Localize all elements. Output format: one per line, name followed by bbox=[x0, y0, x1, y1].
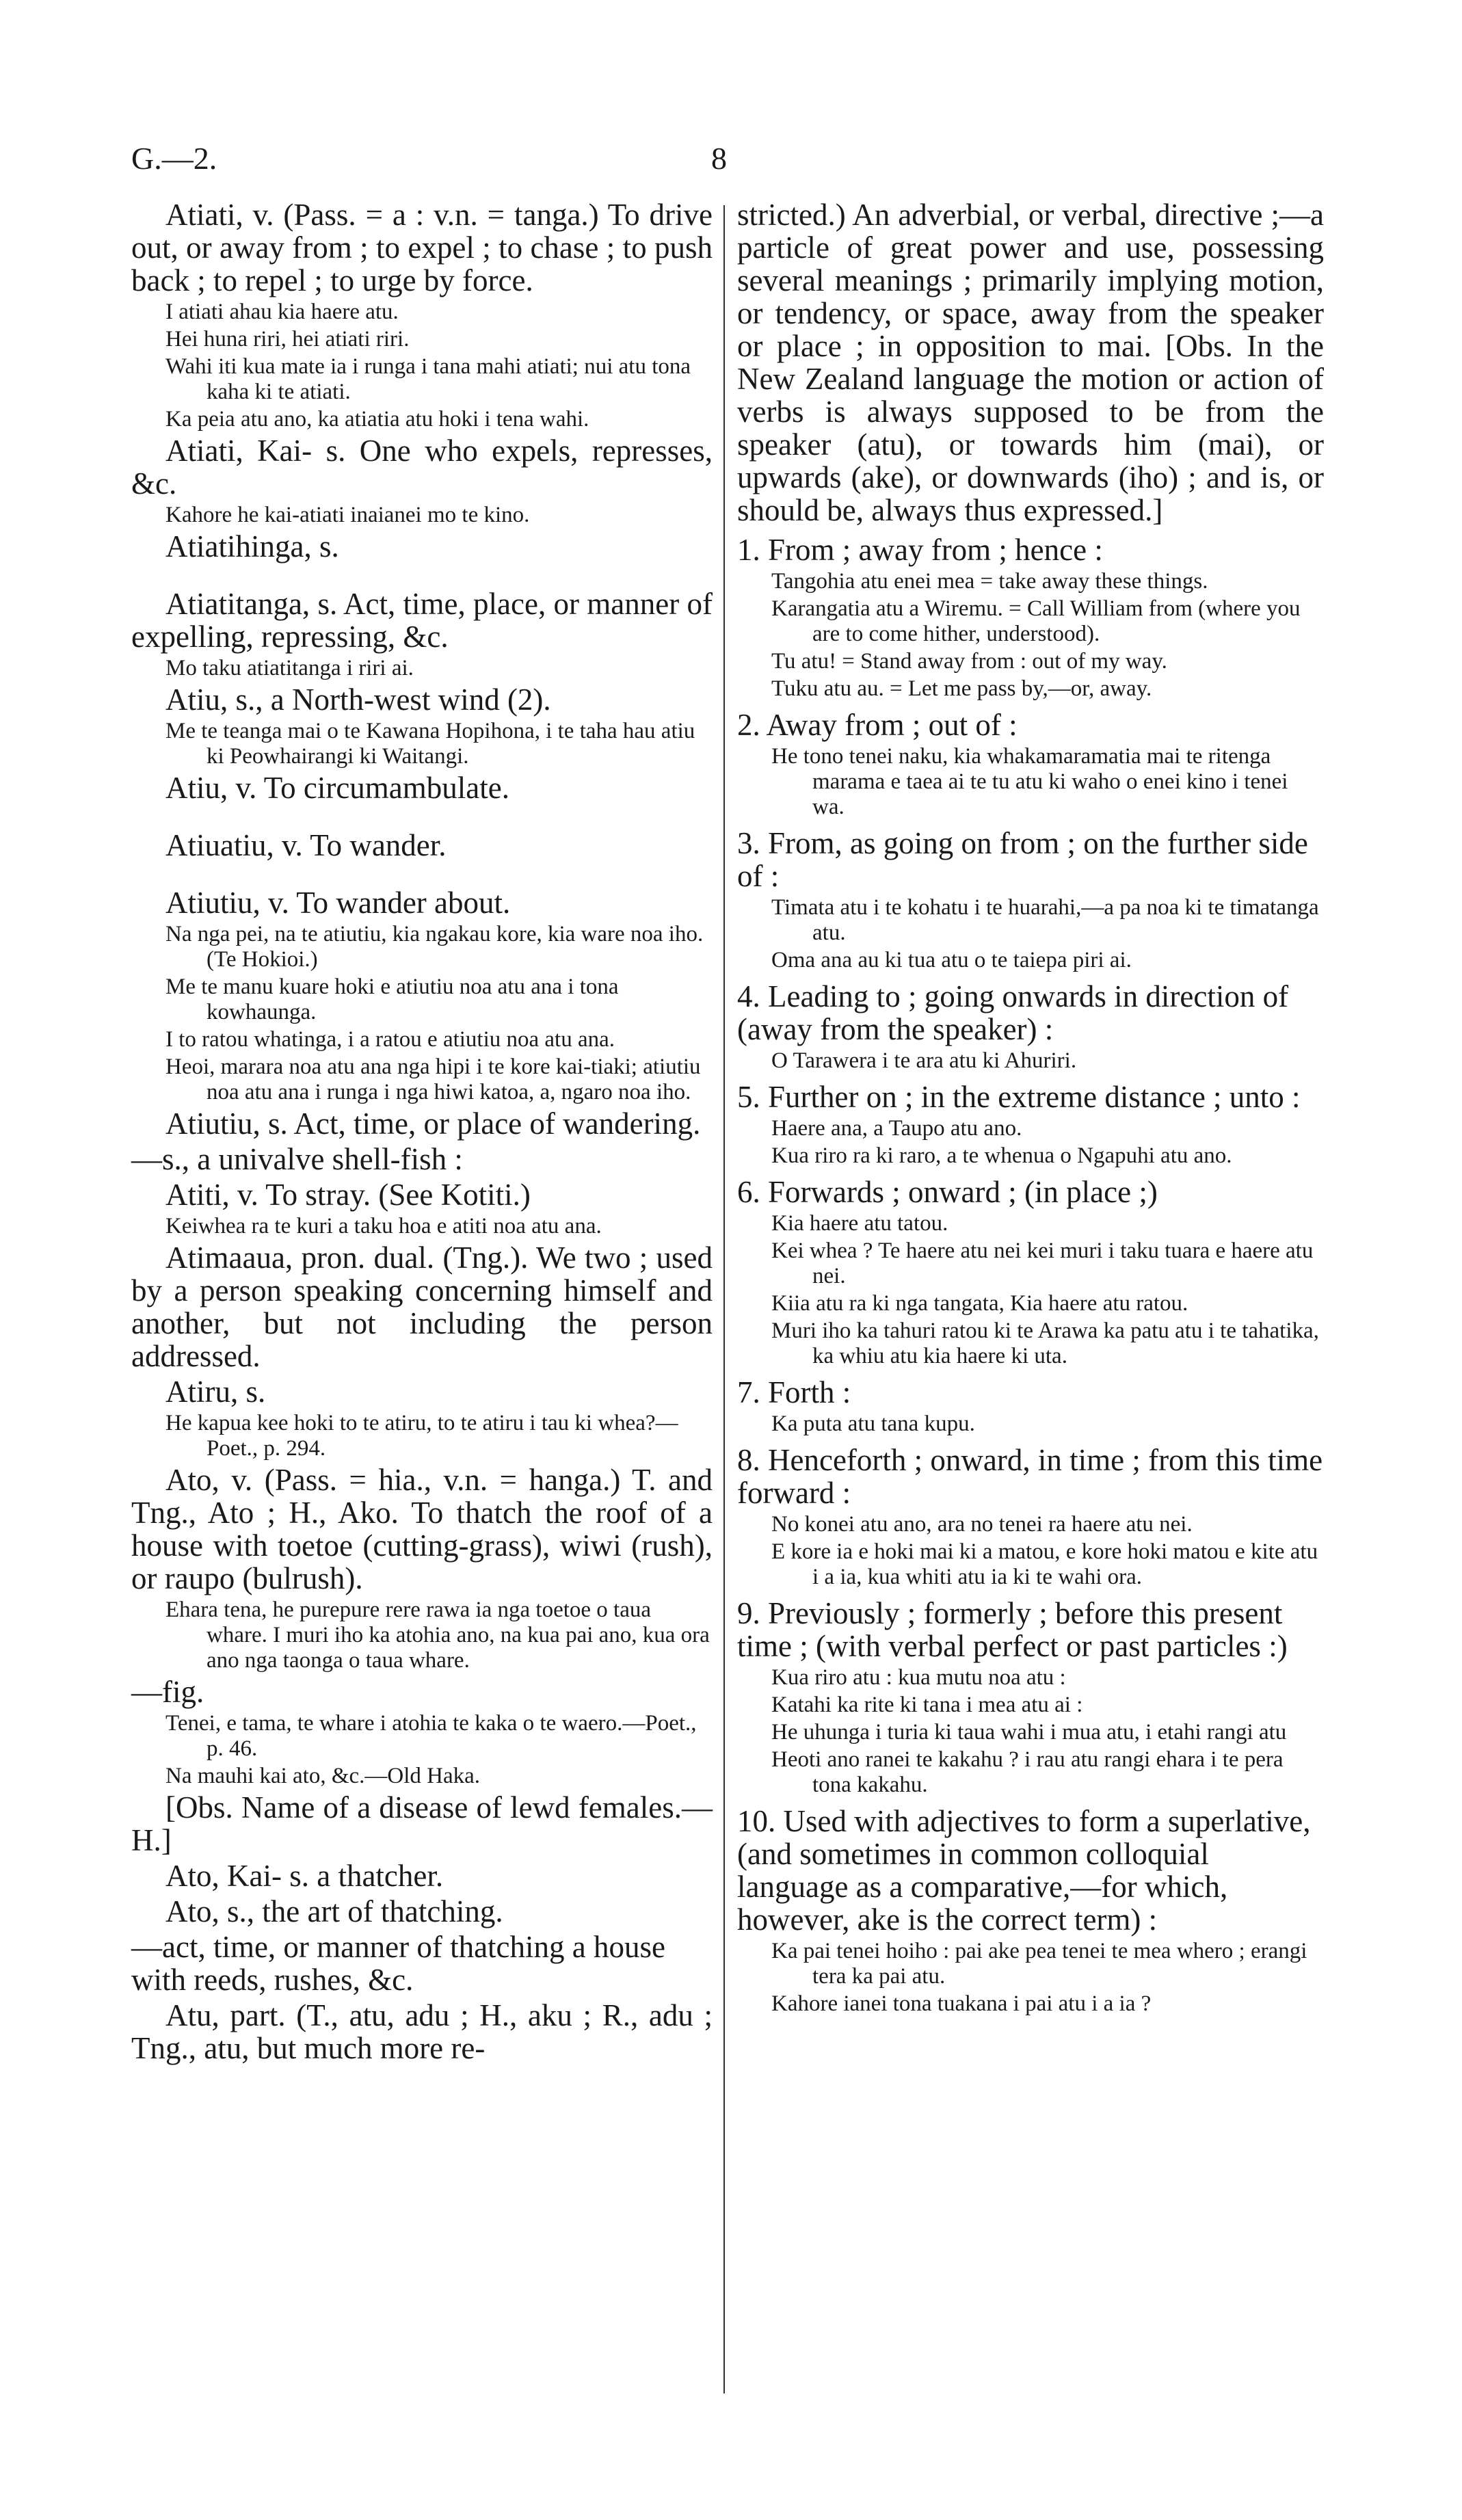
entry-ato-s: Ato, s., the art of thatching. bbox=[165, 1894, 503, 1928]
sense-heading: 10. Used with adjectives to form a superlative, (and sometimes in common colloquial language as a comparative,—for which, however, ake is the correct term) : bbox=[737, 1804, 1311, 1937]
example-line: I atiati ahau kia haere atu. bbox=[165, 300, 399, 324]
example-line: Kiia atu ra ki nga tangata, Kia haere atu ratou. bbox=[771, 1291, 1188, 1316]
example-line: Keiwhea ra te kuri a taku hoa e atiti noa atu ana. bbox=[165, 1214, 602, 1238]
example-line: No konei atu ano, ara no tenei ra haere atu nei. bbox=[771, 1512, 1193, 1537]
entry-atiutiu-s: Atiutiu, s. Act, time, or place of wandering. bbox=[165, 1106, 701, 1141]
entry-atiutiu-v: Atiutiu, v. To wander about. bbox=[165, 886, 511, 920]
entry-atiru: Atiru, s. bbox=[165, 1375, 266, 1409]
example-line: He tono tenei naku, kia whakamaramatia mai te ritenga marama e taea ai te tu atu ki waho o enei kino i tenei wa. bbox=[771, 744, 1288, 819]
entry-ato-fig: —fig. bbox=[131, 1675, 204, 1709]
example-line: Ehara tena, he purepure rere rawa ia nga toetoe o taua whare. I muri iho ka atohia ano, na kua pai ano, kua ora ano nga taonga o taua whare. bbox=[165, 1597, 710, 1673]
example-line: Karangatia atu a Wiremu. = Call William from (where you are to come hither, understood). bbox=[771, 596, 1301, 646]
entry-ato-s-sense: —act, time, or manner of thatching a house with reeds, rushes, &c. bbox=[131, 1930, 665, 1997]
sense-heading: 2. Away from ; out of : bbox=[737, 708, 1018, 742]
example-line: Kia haere atu tatou. bbox=[771, 1211, 948, 1236]
example-line: Heoi, marara noa atu ana nga hipi i te kore kai-tiaki; atiutiu noa atu ana i runga i nga hiwi katoa, a, ngaro noa iho. bbox=[165, 1055, 701, 1104]
sense-heading: 4. Leading to ; going onwards in direction of (away from the speaker) : bbox=[737, 979, 1289, 1046]
example-line: Mo taku atiatitanga i riri ai. bbox=[165, 656, 414, 680]
entry-ato-v: Ato, v. (Pass. = hia., v.n. = hanga.) T. and Tng., Ato ; H., Ako. To thatch the roof of a house with toetoe (cutting-grass), wiwi (rush), or raupo (bulrush). bbox=[131, 1463, 713, 1595]
example-line: Ka puta atu tana kupu. bbox=[771, 1411, 975, 1436]
sense-heading: 8. Henceforth ; onward, in time ; from this time forward : bbox=[737, 1443, 1323, 1510]
example-line: Kua riro ra ki raro, a te whenua o Ngapuhi atu ano. bbox=[771, 1143, 1232, 1168]
example-line: He uhunga i turia ki taua wahi i mua atu, i etahi rangi atu bbox=[771, 1720, 1287, 1745]
example-line: Katahi ka rite ki tana i mea atu ai : bbox=[771, 1693, 1083, 1717]
sense-heading: 1. From ; away from ; hence : bbox=[737, 533, 1103, 567]
example-line: Na mauhi kai ato, &c.—Old Haka. bbox=[165, 1764, 481, 1788]
example-line: Oma ana au ki tua atu o te taiepa piri ai. bbox=[771, 948, 1132, 972]
entry-atiti: Atiti, v. To stray. (See Kotiti.) bbox=[165, 1178, 531, 1212]
example-line: Tangohia atu enei mea = take away these things. bbox=[771, 569, 1208, 594]
sense-heading: 3. From, as going on from ; on the further side of : bbox=[737, 826, 1308, 893]
column-divider bbox=[723, 205, 725, 2393]
entry-atiu-s: Atiu, s., a North-west wind (2). bbox=[165, 682, 551, 717]
example-line: Hei huna riri, hei atiati riri. bbox=[165, 327, 410, 352]
entry-atiuatiu: Atiuatiu, v. To wander. bbox=[165, 828, 447, 862]
sense-heading: 9. Previously ; formerly ; before this present time ; (with verbal perfect or past particles :) bbox=[737, 1596, 1288, 1663]
example-line: Tenei, e tama, te whare i atohia te kaka o te waero.—Poet., p. 46. bbox=[165, 1711, 697, 1761]
entry-ato-kai: Ato, Kai- s. a thatcher. bbox=[165, 1859, 444, 1893]
entry-atu-intro: stricted.) An adverbial, or verbal, directive ;—a particle of great power and use, possessing several meanings ; primarily implying motion, or tendency, or space, away from the speaker or place ; in opposition to mai. [Obs. In the New Zealand language the motion or action of verbs is always supposed to be from the speaker (atu), or towards him (mai), or upwards (ake), or downwards (iho) ; and is, or should be, always thus expressed.] bbox=[737, 198, 1324, 527]
entry-atimaaua: Atimaaua, pron. dual. (Tng.). We two ; used by a person speaking concerning himself and another, but not including the person addressed. bbox=[131, 1241, 713, 1373]
example-line: Me te manu kuare hoki e atiutiu noa atu ana i tona kowhaunga. bbox=[165, 974, 619, 1024]
left-column bbox=[131, 198, 713, 2067]
example-line: Tu atu! = Stand away from : out of my way. bbox=[771, 649, 1167, 674]
example-line: I to ratou whatinga, i a ratou e atiutiu noa atu ana. bbox=[165, 1027, 615, 1052]
entry-atiutiu-s-sense: —s., a univalve shell-fish : bbox=[131, 1142, 463, 1176]
example-line: Ka pai tenei hoiho : pai ake pea tenei te mea whero ; erangi tera ka pai atu. bbox=[771, 1939, 1307, 1989]
example-line: Kahore ianei tona tuakana i pai atu i a ia ? bbox=[771, 1991, 1152, 2016]
example-line: O Tarawera i te ara atu ki Ahuriri. bbox=[771, 1048, 1077, 1073]
example-line: He kapua kee hoki to te atiru, to te atiru i tau ki whea?—Poet., p. 294. bbox=[165, 1411, 678, 1461]
example-line: Wahi iti kua mate ia i runga i tana mahi atiati; nui atu tona kaha ki te atiati. bbox=[165, 354, 691, 404]
entry-atiu-v: Atiu, v. To circumambulate. bbox=[165, 771, 509, 805]
page-number: 8 bbox=[711, 141, 727, 176]
entry-atiati-v: Atiati, v. (Pass. = a : v.n. = tanga.) To drive out, or away from ; to expel ; to chase ; to push back ; to repel ; to urge by force. bbox=[131, 198, 713, 297]
example-line: Timata atu i te kohatu i te huarahi,—a pa noa ki te timatanga atu. bbox=[771, 895, 1319, 945]
example-line: Tuku atu au. = Let me pass by,—or, away. bbox=[771, 676, 1152, 701]
example-line: Kua riro atu : kua mutu noa atu : bbox=[771, 1665, 1066, 1690]
entry-atu-part: Atu, part. (T., atu, adu ; H., aku ; R., adu ; Tng., atu, but much more re- bbox=[131, 1998, 713, 2065]
example-line: E kore ia e hoki mai ki a matou, e kore hoki matou e kite atu i a ia, kua whiti atu ia ki te wahi ora. bbox=[771, 1539, 1318, 1589]
entry-ato-obs: [Obs. Name of a disease of lewd females.—H.] bbox=[131, 1790, 713, 1857]
example-line: Kei whea ? Te haere atu nei kei muri i taku tuara e haere atu nei. bbox=[771, 1238, 1314, 1288]
example-line: Muri iho ka tahuri ratou ki te Arawa ka patu atu i te tahatika, ka whiu atu kia haere ki uta. bbox=[771, 1318, 1319, 1368]
page-header-left: G.—2. bbox=[131, 141, 217, 176]
example-line: Me te teanga mai o te Kawana Hopihona, i te taha hau atiu ki Peowhairangi ki Waitangi. bbox=[165, 719, 695, 769]
sense-heading: 6. Forwards ; onward ; (in place ;) bbox=[737, 1175, 1158, 1209]
entry-atiatihinga: Atiatihinga, s. bbox=[165, 529, 339, 563]
right-column bbox=[737, 198, 1324, 2019]
example-line: Haere ana, a Taupo atu ano. bbox=[771, 1116, 1022, 1141]
entry-atiatitanga: Atiatitanga, s. Act, time, place, or manner of expelling, repressing, &c. bbox=[131, 587, 713, 654]
entry-atiati-kai: Atiati, Kai- s. One who expels, represses, &c. bbox=[131, 434, 713, 501]
example-line: Heoti ano ranei te kakahu ? i rau atu rangi ehara i te pera tona kakahu. bbox=[771, 1747, 1284, 1797]
example-line: Kahore he kai-atiati inaianei mo te kino. bbox=[165, 503, 530, 527]
sense-heading: 5. Further on ; in the extreme distance ; unto : bbox=[737, 1080, 1301, 1114]
example-line: Ka peia atu ano, ka atiatia atu hoki i tena wahi. bbox=[165, 407, 589, 432]
example-line: Na nga pei, na te atiutiu, kia ngakau kore, kia ware noa iho. (Te Hokioi.) bbox=[165, 922, 704, 972]
sense-heading: 7. Forth : bbox=[737, 1375, 851, 1409]
